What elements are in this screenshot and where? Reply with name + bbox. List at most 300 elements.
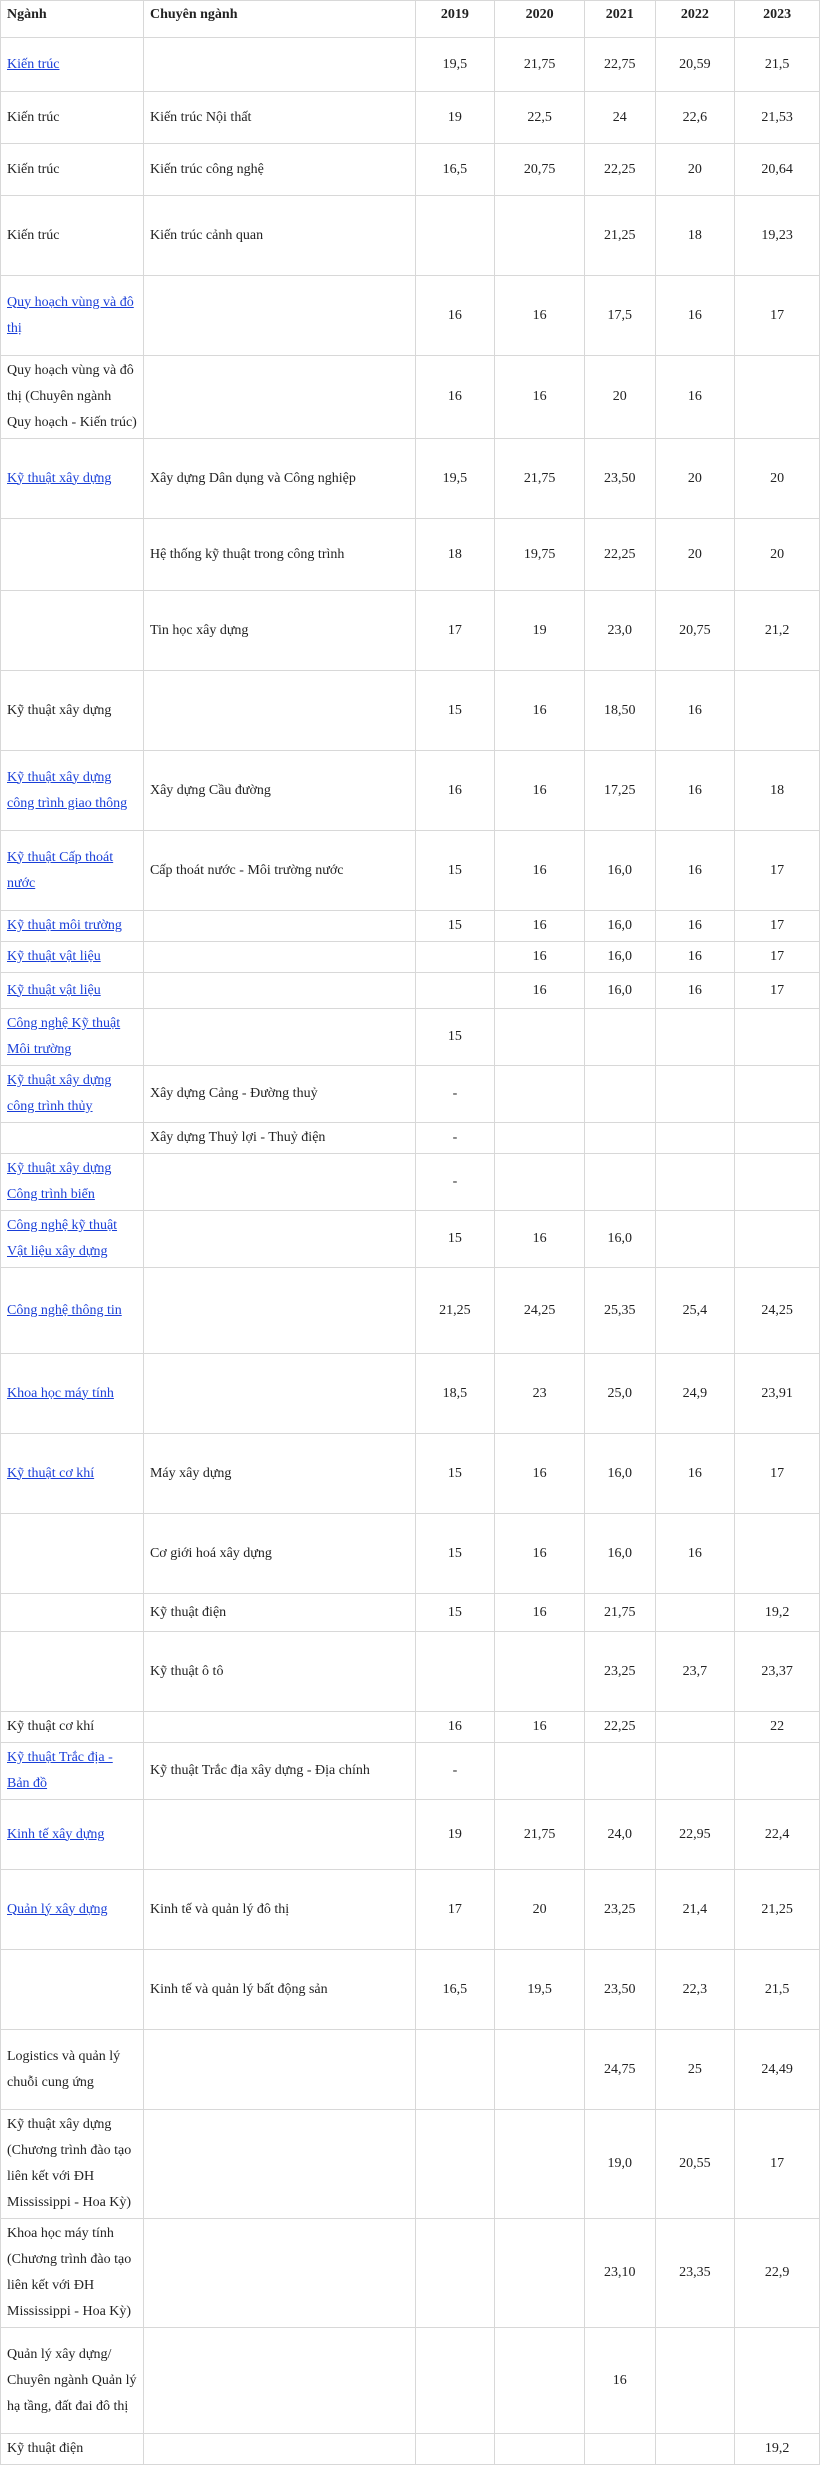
cell-score-2021: 24 <box>585 92 655 144</box>
cell-score-2023 <box>735 1154 820 1211</box>
cell-score-2019: 15 <box>415 911 495 942</box>
cell-score-2019: 15 <box>415 1211 495 1268</box>
cell-score-2023 <box>735 1009 820 1066</box>
header-row <box>1 1 820 38</box>
table-row <box>1 1154 820 1211</box>
cell-score-2023: 19,2 <box>735 1594 820 1632</box>
cell-chuyen-nganh: Xây dựng Dân dụng và Công nghiệp <box>143 439 415 519</box>
cell-score-2021: 23,50 <box>585 1950 655 2030</box>
cell-score-2022: 20 <box>655 439 735 519</box>
cell-score-2019: 15 <box>415 1434 495 1514</box>
cell-score-2021: 25,0 <box>585 1354 655 1434</box>
cell-nganh <box>1 519 144 591</box>
cell-score-2023: 17 <box>735 942 820 973</box>
cell-score-2020: 21,75 <box>495 439 585 519</box>
cell-score-2022 <box>655 1594 735 1632</box>
header-2019: 2019 <box>415 1 495 38</box>
cell-score-2019: 15 <box>415 671 495 751</box>
cell-score-2022: 16 <box>655 831 735 911</box>
table-row <box>1 196 820 276</box>
cell-chuyen-nganh <box>143 276 415 356</box>
table-row <box>1 439 820 519</box>
cell-chuyen-nganh <box>143 911 415 942</box>
cell-score-2020: 16 <box>495 1712 585 1743</box>
cell-chuyen-nganh: Kinh tế và quản lý đô thị <box>143 1870 415 1950</box>
cell-chuyen-nganh: Cơ giới hoá xây dựng <box>143 1514 415 1594</box>
cell-score-2022: 16 <box>655 356 735 439</box>
table-row <box>1 942 820 973</box>
cell-score-2020: 21,75 <box>495 1800 585 1870</box>
cell-score-2020: 16 <box>495 1594 585 1632</box>
cell-nganh[interactable] <box>1 1354 144 1434</box>
cell-score-2020 <box>495 2328 585 2434</box>
cell-score-2022: 21,4 <box>655 1870 735 1950</box>
table-row <box>1 1800 820 1870</box>
nganh-link[interactable]: Công nghệ thông tin <box>7 1302 122 1318</box>
cell-score-2020: 20,75 <box>495 144 585 196</box>
nganh-link[interactable]: Quy hoạch vùng và đô thị <box>7 294 134 336</box>
cell-score-2023: 21,25 <box>735 1870 820 1950</box>
cell-score-2020: 16 <box>495 1434 585 1514</box>
cell-chuyen-nganh <box>143 942 415 973</box>
nganh-link[interactable]: Công nghệ kỹ thuật Vật liệu xây dựng <box>7 1218 118 1259</box>
cell-score-2022: 18 <box>655 196 735 276</box>
table-row <box>1 2328 820 2434</box>
cell-score-2021 <box>585 1123 655 1154</box>
cell-score-2021: 23,50 <box>585 439 655 519</box>
cell-score-2023: 19,2 <box>735 2434 820 2465</box>
cell-score-2023 <box>735 1514 820 1594</box>
cell-score-2022: 16 <box>655 751 735 831</box>
cell-nganh[interactable] <box>1 973 144 1009</box>
cell-chuyen-nganh <box>143 356 415 439</box>
nganh-link[interactable]: Kinh tế xây dựng <box>7 1826 105 1842</box>
table-row <box>1 1268 820 1354</box>
table-row <box>1 591 820 671</box>
header-2020: 2020 <box>495 1 585 38</box>
table-row <box>1 144 820 196</box>
cell-nganh: Kỹ thuật điện <box>1 2434 144 2465</box>
cell-score-2020: 16 <box>495 973 585 1009</box>
cell-score-2021: 16 <box>585 2328 655 2434</box>
cell-score-2021: 16,0 <box>585 1211 655 1268</box>
cell-score-2021: 21,25 <box>585 196 655 276</box>
table-row <box>1 911 820 942</box>
cell-chuyen-nganh: Kiến trúc cảnh quan <box>143 196 415 276</box>
cell-score-2020: 16 <box>495 942 585 973</box>
cell-chuyen-nganh <box>143 2328 415 2434</box>
table-row <box>1 1066 820 1123</box>
cell-score-2023: 17 <box>735 911 820 942</box>
cell-score-2019 <box>415 2030 495 2110</box>
nganh-link[interactable]: Quản lý xây dựng <box>7 1901 108 1917</box>
table-row <box>1 1712 820 1743</box>
table-row <box>1 1870 820 1950</box>
cell-score-2020: 23 <box>495 1354 585 1434</box>
cell-score-2022: 25 <box>655 2030 735 2110</box>
cell-score-2023: 24,49 <box>735 2030 820 2110</box>
cell-score-2023 <box>735 1066 820 1123</box>
cell-score-2019: 15 <box>415 1594 495 1632</box>
cell-score-2022: 23,35 <box>655 2219 735 2328</box>
cell-score-2023: 18 <box>735 751 820 831</box>
cell-chuyen-nganh: Hệ thống kỹ thuật trong công trình <box>143 519 415 591</box>
cell-score-2021: 23,25 <box>585 1870 655 1950</box>
cell-score-2020 <box>495 1123 585 1154</box>
cell-score-2020: 16 <box>495 671 585 751</box>
cell-score-2021: 16,0 <box>585 831 655 911</box>
nganh-link[interactable]: Kỹ thuật cơ khí <box>7 1465 95 1481</box>
cell-chuyen-nganh <box>143 1800 415 1870</box>
header-2023: 2023 <box>735 1 820 38</box>
cell-score-2020 <box>495 2030 585 2110</box>
cell-score-2023: 24,25 <box>735 1268 820 1354</box>
cell-score-2022: 16 <box>655 671 735 751</box>
cell-score-2021: 21,75 <box>585 1594 655 1632</box>
table-row <box>1 671 820 751</box>
cell-chuyen-nganh: Xây dựng Cảng - Đường thuỷ <box>143 1066 415 1123</box>
cell-score-2020 <box>495 1743 585 1800</box>
cell-score-2019 <box>415 2328 495 2434</box>
cell-score-2020: 24,25 <box>495 1268 585 1354</box>
cell-score-2023: 23,91 <box>735 1354 820 1434</box>
cell-score-2022 <box>655 1712 735 1743</box>
cell-nganh: Quản lý xây dựng/ Chuyên ngành Quản lý hạ tầng, đất đai đô thị <box>1 2328 144 2434</box>
cell-nganh[interactable] <box>1 1434 144 1514</box>
cell-score-2022: 20,59 <box>655 38 735 92</box>
cell-score-2021: 22,75 <box>585 38 655 92</box>
cell-score-2021: 22,25 <box>585 519 655 591</box>
cell-score-2021: 23,25 <box>585 1632 655 1712</box>
cell-score-2019 <box>415 2219 495 2328</box>
cell-chuyen-nganh: Kỹ thuật ô tô <box>143 1632 415 1712</box>
cell-score-2023: 21,5 <box>735 38 820 92</box>
table-row <box>1 2030 820 2110</box>
cell-score-2023: 17 <box>735 1434 820 1514</box>
cell-score-2022 <box>655 1743 735 1800</box>
cell-score-2020 <box>495 1632 585 1712</box>
nganh-link[interactable]: Kỹ thuật vật liệu <box>7 949 101 964</box>
cell-nganh[interactable] <box>1 1268 144 1354</box>
cell-score-2019: 21,25 <box>415 1268 495 1354</box>
cell-nganh <box>1 591 144 671</box>
table-row <box>1 356 820 439</box>
cell-score-2020 <box>495 196 585 276</box>
cell-score-2019: 15 <box>415 831 495 911</box>
table-row <box>1 1434 820 1514</box>
cell-score-2021: 16,0 <box>585 1434 655 1514</box>
nganh-link[interactable]: Kỹ thuật Cấp thoát nước <box>7 849 114 891</box>
cell-score-2022: 16 <box>655 973 735 1009</box>
cell-score-2019: 18,5 <box>415 1354 495 1434</box>
cell-score-2023: 19,23 <box>735 196 820 276</box>
cell-score-2022 <box>655 1211 735 1268</box>
table-row <box>1 1514 820 1594</box>
cell-chuyen-nganh <box>143 1712 415 1743</box>
table-row <box>1 1211 820 1268</box>
cell-score-2020: 19 <box>495 591 585 671</box>
cell-score-2020: 16 <box>495 911 585 942</box>
cell-score-2021: 17,5 <box>585 276 655 356</box>
cell-score-2022: 16 <box>655 276 735 356</box>
cell-score-2020: 21,75 <box>495 38 585 92</box>
cell-nganh[interactable] <box>1 439 144 519</box>
cell-score-2022 <box>655 1066 735 1123</box>
cell-score-2021 <box>585 1066 655 1123</box>
cell-score-2019: 15 <box>415 1514 495 1594</box>
cell-nganh[interactable] <box>1 831 144 911</box>
cell-score-2019: - <box>415 1066 495 1123</box>
cell-nganh: Kiến trúc <box>1 144 144 196</box>
nganh-link[interactable]: Kỹ thuật xây dựng Công trình biển <box>7 1161 112 1202</box>
cell-score-2023: 22,9 <box>735 2219 820 2328</box>
cell-nganh: Kiến trúc <box>1 196 144 276</box>
cell-nganh[interactable] <box>1 911 144 942</box>
cell-chuyen-nganh: Kiến trúc Nội thất <box>143 92 415 144</box>
cell-score-2021: 16,0 <box>585 973 655 1009</box>
cell-score-2023: 20 <box>735 519 820 591</box>
cell-chuyen-nganh <box>143 1009 415 1066</box>
cell-nganh: Kỹ thuật cơ khí <box>1 1712 144 1743</box>
table-row <box>1 2219 820 2328</box>
cell-score-2020 <box>495 1066 585 1123</box>
cell-score-2023: 17 <box>735 2110 820 2219</box>
cell-score-2019: 16 <box>415 356 495 439</box>
cell-score-2023: 20,64 <box>735 144 820 196</box>
cell-nganh[interactable] <box>1 1870 144 1950</box>
cell-score-2020: 16 <box>495 1211 585 1268</box>
cell-score-2019: 16 <box>415 276 495 356</box>
header-2021: 2021 <box>585 1 655 38</box>
cell-score-2023 <box>735 1743 820 1800</box>
table-row <box>1 1743 820 1800</box>
cell-nganh: Logistics và quản lý chuỗi cung ứng <box>1 2030 144 2110</box>
cell-nganh[interactable] <box>1 751 144 831</box>
cell-nganh: Quy hoạch vùng và đô thị (Chuyên ngành Quy hoạch - Kiến trúc) <box>1 356 144 439</box>
table-row <box>1 519 820 591</box>
table-row <box>1 973 820 1009</box>
cell-nganh[interactable] <box>1 1066 144 1123</box>
cell-score-2019: 19 <box>415 1800 495 1870</box>
nganh-link[interactable]: Công nghệ Kỹ thuật Môi trường <box>7 1016 121 1057</box>
cell-score-2021 <box>585 2434 655 2465</box>
cell-chuyen-nganh: Cấp thoát nước - Môi trường nước <box>143 831 415 911</box>
cell-nganh[interactable] <box>1 1154 144 1211</box>
cell-score-2019 <box>415 2434 495 2465</box>
cell-chuyen-nganh <box>143 671 415 751</box>
cell-score-2022: 23,7 <box>655 1632 735 1712</box>
cell-score-2023: 21,5 <box>735 1950 820 2030</box>
cell-score-2020 <box>495 1154 585 1211</box>
cell-score-2022: 16 <box>655 1514 735 1594</box>
table-row <box>1 831 820 911</box>
cell-chuyen-nganh <box>143 38 415 92</box>
nganh-link[interactable]: Kỹ thuật vật liệu <box>7 982 101 998</box>
cell-score-2023: 17 <box>735 276 820 356</box>
cell-score-2019: 16 <box>415 1712 495 1743</box>
cell-score-2021: 18,50 <box>585 671 655 751</box>
cell-score-2020 <box>495 2110 585 2219</box>
nganh-link[interactable]: Kỹ thuật Trắc địa - Bản đồ <box>7 1750 113 1791</box>
cell-chuyen-nganh <box>143 1354 415 1434</box>
cell-score-2023 <box>735 356 820 439</box>
cell-nganh: Kiến trúc <box>1 92 144 144</box>
nganh-link[interactable]: Kỹ thuật môi trường <box>7 918 122 933</box>
cell-score-2019 <box>415 2110 495 2219</box>
cell-score-2023: 17 <box>735 973 820 1009</box>
cell-score-2020: 16 <box>495 831 585 911</box>
cell-nganh: Kỹ thuật xây dựng (Chương trình đào tạo liên kết với ĐH Mississippi - Hoa Kỳ) <box>1 2110 144 2219</box>
cell-nganh[interactable] <box>1 1743 144 1800</box>
cell-score-2021: 24,75 <box>585 2030 655 2110</box>
cell-score-2019: 19 <box>415 92 495 144</box>
header-chuyen-nganh: Chuyên ngành <box>143 1 415 38</box>
header-nganh: Ngành <box>1 1 144 38</box>
cell-score-2019 <box>415 1632 495 1712</box>
cell-score-2023 <box>735 671 820 751</box>
cell-score-2022: 22,3 <box>655 1950 735 2030</box>
cell-score-2020: 19,75 <box>495 519 585 591</box>
cell-score-2021: 22,25 <box>585 1712 655 1743</box>
cell-chuyen-nganh: Tin học xây dựng <box>143 591 415 671</box>
cell-nganh: Kỹ thuật xây dựng <box>1 671 144 751</box>
cell-score-2019: - <box>415 1154 495 1211</box>
table-row <box>1 92 820 144</box>
cell-score-2020: 22,5 <box>495 92 585 144</box>
cell-score-2019: 17 <box>415 591 495 671</box>
cell-score-2021: 22,25 <box>585 144 655 196</box>
cell-score-2020 <box>495 2434 585 2465</box>
cell-score-2022: 20,75 <box>655 591 735 671</box>
cell-score-2022: 16 <box>655 942 735 973</box>
cell-score-2023 <box>735 1211 820 1268</box>
cell-score-2019 <box>415 942 495 973</box>
table-row <box>1 1950 820 2030</box>
cell-score-2022: 16 <box>655 1434 735 1514</box>
table-row <box>1 2110 820 2219</box>
table-row <box>1 1123 820 1154</box>
cell-score-2020: 16 <box>495 1514 585 1594</box>
cell-chuyen-nganh <box>143 2434 415 2465</box>
cell-score-2020 <box>495 1009 585 1066</box>
cell-nganh[interactable] <box>1 276 144 356</box>
cell-chuyen-nganh: Kỹ thuật Trắc địa xây dựng - Địa chính <box>143 1743 415 1800</box>
cell-chuyen-nganh <box>143 973 415 1009</box>
cell-chuyen-nganh <box>143 1268 415 1354</box>
cell-chuyen-nganh: Xây dựng Cầu đường <box>143 751 415 831</box>
cell-score-2021: 16,0 <box>585 911 655 942</box>
table-row <box>1 38 820 92</box>
cell-score-2019: 17 <box>415 1870 495 1950</box>
cell-nganh <box>1 1123 144 1154</box>
cell-chuyen-nganh <box>143 2219 415 2328</box>
cell-chuyen-nganh: Máy xây dựng <box>143 1434 415 1514</box>
cell-chuyen-nganh <box>143 2110 415 2219</box>
cell-nganh <box>1 1514 144 1594</box>
nganh-link[interactable]: Kỹ thuật xây dựng công trình thủy <box>7 1073 112 1114</box>
cell-score-2023: 20 <box>735 439 820 519</box>
cell-score-2022 <box>655 1154 735 1211</box>
cell-score-2023: 22 <box>735 1712 820 1743</box>
cell-score-2020: 19,5 <box>495 1950 585 2030</box>
cell-nganh[interactable] <box>1 1800 144 1870</box>
cell-score-2019: 18 <box>415 519 495 591</box>
table-row <box>1 276 820 356</box>
cell-nganh[interactable] <box>1 38 144 92</box>
cell-score-2019: 15 <box>415 1009 495 1066</box>
cell-score-2022 <box>655 2328 735 2434</box>
cell-score-2021: 16,0 <box>585 942 655 973</box>
cell-score-2020: 16 <box>495 356 585 439</box>
cell-score-2019: 19,5 <box>415 38 495 92</box>
cell-score-2021: 20 <box>585 356 655 439</box>
cell-score-2022: 24,9 <box>655 1354 735 1434</box>
cell-nganh <box>1 1632 144 1712</box>
nganh-link[interactable]: Kiến trúc <box>7 56 60 72</box>
cell-score-2021 <box>585 1743 655 1800</box>
cell-score-2019 <box>415 196 495 276</box>
cell-chuyen-nganh <box>143 1154 415 1211</box>
cell-score-2022: 22,95 <box>655 1800 735 1870</box>
cell-score-2022: 22,6 <box>655 92 735 144</box>
table-row <box>1 1354 820 1434</box>
cell-score-2020: 16 <box>495 751 585 831</box>
cell-score-2019: 19,5 <box>415 439 495 519</box>
cell-score-2019: 16,5 <box>415 144 495 196</box>
cell-chuyen-nganh: Kiến trúc công nghệ <box>143 144 415 196</box>
cell-chuyen-nganh: Kỹ thuật điện <box>143 1594 415 1632</box>
cell-score-2019: 16 <box>415 751 495 831</box>
cell-score-2022: 25,4 <box>655 1268 735 1354</box>
header-2022: 2022 <box>655 1 735 38</box>
nganh-link[interactable]: Khoa học máy tính <box>7 1385 114 1401</box>
cell-chuyen-nganh: Kinh tế và quản lý bất động sản <box>143 1950 415 2030</box>
cell-score-2023: 21,2 <box>735 591 820 671</box>
cell-nganh: Khoa học máy tính (Chương trình đào tạo liên kết với ĐH Mississippi - Hoa Kỳ) <box>1 2219 144 2328</box>
cell-score-2022: 20 <box>655 519 735 591</box>
cell-score-2022 <box>655 2434 735 2465</box>
cell-score-2023 <box>735 2328 820 2434</box>
cell-score-2023: 21,53 <box>735 92 820 144</box>
cell-chuyen-nganh: Xây dựng Thuỷ lợi - Thuỷ điện <box>143 1123 415 1154</box>
cell-score-2021: 25,35 <box>585 1268 655 1354</box>
cell-nganh[interactable] <box>1 1211 144 1268</box>
cell-score-2021: 17,25 <box>585 751 655 831</box>
cell-chuyen-nganh <box>143 1211 415 1268</box>
cell-score-2023: 23,37 <box>735 1632 820 1712</box>
cell-score-2023: 17 <box>735 831 820 911</box>
table-row <box>1 751 820 831</box>
cell-score-2020 <box>495 2219 585 2328</box>
cell-nganh[interactable] <box>1 1009 144 1066</box>
cell-score-2020: 20 <box>495 1870 585 1950</box>
cell-score-2021: 16,0 <box>585 1514 655 1594</box>
cell-score-2023: 22,4 <box>735 1800 820 1870</box>
cell-score-2022 <box>655 1009 735 1066</box>
cell-score-2021: 23,0 <box>585 591 655 671</box>
cell-nganh[interactable] <box>1 942 144 973</box>
cell-chuyen-nganh <box>143 2030 415 2110</box>
cell-nganh <box>1 1594 144 1632</box>
cell-score-2021 <box>585 1009 655 1066</box>
nganh-link[interactable]: Kỹ thuật xây dựng công trình giao thông <box>7 769 128 811</box>
nganh-link[interactable]: Kỹ thuật xây dựng <box>7 470 112 486</box>
cell-score-2020: 16 <box>495 276 585 356</box>
cell-score-2021 <box>585 1154 655 1211</box>
table-row <box>1 2434 820 2465</box>
cell-score-2022: 20,55 <box>655 2110 735 2219</box>
cell-score-2022: 20 <box>655 144 735 196</box>
